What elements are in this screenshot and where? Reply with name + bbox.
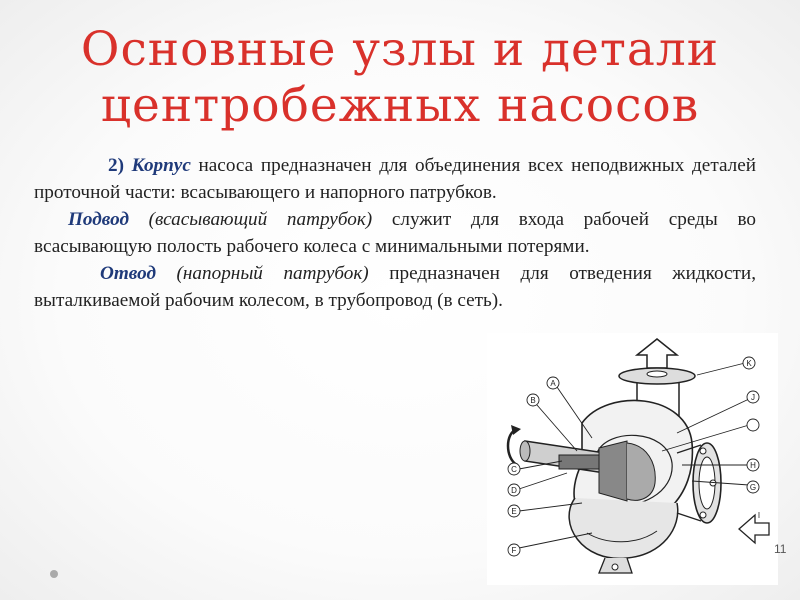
label-i: I bbox=[757, 511, 761, 520]
label-k: K bbox=[746, 359, 752, 368]
paragraph-outlet-text: предназначен для отведения жидкости, выталкиваемой рабочим колесом, в трубопровод (в сеть). bbox=[34, 263, 756, 311]
label-j: J bbox=[751, 393, 755, 402]
pump-diagram-svg bbox=[487, 333, 778, 585]
title-line-2: центробежных насосов bbox=[100, 78, 700, 133]
label-e: E bbox=[511, 507, 517, 516]
term-body: Корпус bbox=[131, 155, 191, 176]
term-outlet: Отвод bbox=[100, 263, 156, 284]
label-c: C bbox=[511, 465, 517, 474]
pump-diagram-image bbox=[487, 333, 778, 585]
label-g: G bbox=[749, 483, 757, 492]
body-text bbox=[34, 152, 756, 314]
paragraph-body-text: насоса предназначен для объединения всех неподвижных деталей проточной части: всасывающего и напорного патрубков. bbox=[34, 155, 756, 203]
slide-bullet-dot bbox=[50, 570, 58, 578]
label-d: D bbox=[511, 486, 517, 495]
item-number: 2) bbox=[108, 155, 124, 176]
label-a: A bbox=[550, 379, 556, 388]
label-f: F bbox=[511, 546, 517, 555]
outlet-parenthetical: (напорный патрубок) bbox=[155, 263, 369, 284]
title-line-1: Основные узлы и детали bbox=[80, 22, 720, 77]
label-h: H bbox=[750, 461, 756, 470]
paragraph-inlet bbox=[34, 206, 756, 260]
paragraph-inlet-text: служит для входа рабочей среды во всасывающую полость рабочего колеса с минимальными потерями. bbox=[34, 209, 757, 257]
label-b: B bbox=[530, 396, 536, 405]
paragraph-body bbox=[34, 152, 756, 206]
slide-title bbox=[0, 22, 800, 134]
inlet-parenthetical: (всасывающий патрубок) bbox=[128, 209, 373, 230]
term-inlet: Подвод bbox=[68, 209, 129, 230]
page-number: 11 bbox=[774, 542, 787, 556]
paragraph-outlet bbox=[34, 260, 756, 314]
